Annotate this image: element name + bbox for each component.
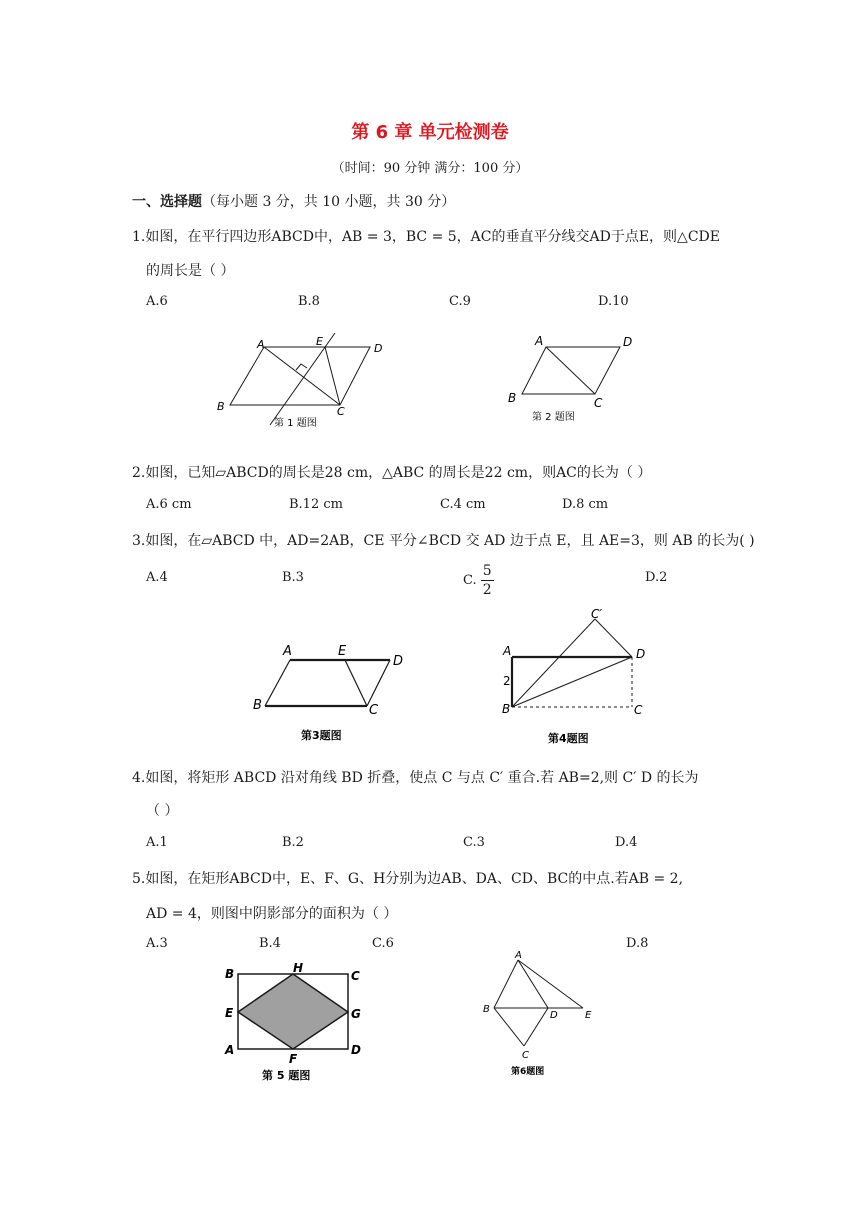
figure-3-label-b: B (253, 698, 262, 713)
question-5-option-d: D.8 (626, 936, 649, 951)
question-1-option-b: B.8 (298, 294, 320, 309)
figure-5-label-a: A (225, 1043, 235, 1057)
figure-1-label-b: B (217, 400, 225, 413)
figure-2-label-a: A (535, 334, 544, 348)
figure-6-label-b: B (483, 1004, 490, 1015)
figure-4-caption: 第4题图 (548, 732, 589, 745)
fraction-five-halves (481, 562, 494, 599)
question-5-line-1: 5.如图，在矩形ABCD中，E、F、G、H分别为边AB、DA、CD、BC的中点.若AB = 2, (132, 871, 684, 887)
question-4-line-1: 4.如图，将矩形 ABCD 沿对角线 BD 折叠，使点 C 与点 C′ 重合.若 AB=2,则 C′ D 的长为 (132, 770, 699, 786)
figure-2 (500, 330, 650, 430)
figure-6-caption: 第6题图 (511, 1067, 545, 1077)
figure-2-label-d: D (623, 335, 633, 349)
figure-6-label-c: C (522, 1050, 529, 1061)
figure-5-label-d: D (351, 1043, 361, 1057)
fraction-numerator: 5 (482, 563, 492, 579)
question-4-option-c: C.3 (463, 835, 485, 850)
question-2-option-a: A.6 cm (146, 497, 192, 512)
section-heading (132, 191, 455, 211)
figure-4-label-c-prime: C′ (591, 607, 603, 621)
question-5-option-c: C.6 (372, 936, 394, 951)
figure-4-label-c: C (634, 703, 643, 717)
question-2-line-1: 2.如图，已知▱ABCD的周长是28 cm，△ABC 的周长是22 cm，则AC的长为（ ） (132, 465, 652, 481)
figure-1-caption: 第 1 题图 (274, 418, 317, 429)
figure-5-label-h: H (293, 961, 304, 975)
figure-6 (478, 948, 608, 1078)
figure-1 (200, 328, 400, 433)
question-5-option-a: A.3 (146, 936, 168, 951)
question-1-option-c: C.9 (449, 294, 471, 309)
figure-5-label-c: C (351, 969, 360, 983)
page-title: 第 6 章 单元检测卷 (351, 122, 509, 143)
exam-info: （时间：90 分钟 满分：100 分） (331, 161, 529, 176)
figure-1-label-d: D (374, 342, 383, 355)
question-3-option-b: B.3 (282, 570, 304, 585)
question-1-option-a: A.6 (146, 294, 168, 309)
figure-3-caption: 第3题图 (301, 729, 342, 742)
figure-1-label-a: A (257, 338, 265, 351)
figure-1-label-c: C (337, 405, 345, 418)
figure-2-caption: 第 2 题图 (532, 412, 575, 423)
figure-4-label-d: D (636, 647, 646, 661)
figure-3-label-c: C (369, 703, 379, 718)
figure-1-label-e: E (316, 335, 323, 348)
figure-3-label-a: A (283, 644, 292, 659)
section-name: 一、选择题 (132, 194, 202, 210)
figure-5-label-f: F (289, 1052, 298, 1066)
figure-6-label-e: E (585, 1010, 592, 1021)
question-5-line-2: AD = 4，则图中阴影部分的面积为（ ） (146, 906, 398, 922)
question-1-option-d: D.10 (598, 294, 629, 309)
question-2-option-b: B.12 cm (289, 497, 343, 512)
question-1-line-1: 1.如图，在平行四边形ABCD中，AB = 3，BC = 5，AC的垂直平分线交AD于点E，则△CDE (132, 229, 720, 245)
figure-4-label-ab-length: 2 (503, 674, 511, 688)
question-4-option-b: B.2 (282, 835, 304, 850)
question-3-line-1: 3.如图，在▱ABCD 中，AD=2AB，CE 平分∠BCD 交 AD 边于点 E，且 AE=3，则 AB 的长为( ) (132, 533, 755, 549)
figure-5-label-g: G (351, 1007, 361, 1021)
figure-4 (495, 605, 660, 750)
figure-4-label-a: A (503, 644, 512, 658)
question-2-option-c: C.4 cm (440, 497, 486, 512)
figure-3 (245, 638, 420, 748)
question-5-option-b: B.4 (259, 936, 281, 951)
figure-5-caption: 第 5 题图 (262, 1069, 311, 1082)
figure-3-label-d: D (393, 654, 404, 669)
figure-2-label-c: C (594, 396, 603, 410)
figure-6-label-a: A (515, 950, 522, 961)
question-2-option-d: D.8 cm (562, 497, 609, 512)
figure-3-label-e: E (338, 644, 347, 659)
question-3-option-d: D.2 (645, 570, 668, 585)
figure-2-label-b: B (508, 391, 517, 405)
section-note: （每小题 3 分，共 10 小题，共 30 分） (202, 194, 456, 210)
figure-5 (220, 960, 380, 1085)
figure-4-label-b: B (502, 702, 511, 716)
figure-6-label-d: D (550, 1010, 558, 1021)
question-3-option-a: A.4 (146, 570, 168, 585)
figure-5-label-b: B (225, 967, 235, 981)
question-1-line-2: 的周长是（ ） (146, 263, 235, 279)
fraction-denominator: 2 (482, 582, 492, 598)
question-4-option-d: D.4 (615, 835, 638, 850)
question-3-option-c-letter: C. (463, 573, 477, 588)
question-4-option-a: A.1 (146, 835, 168, 850)
figure-5-label-e: E (225, 1006, 234, 1020)
question-3-option-c (463, 562, 494, 599)
question-4-line-2: （ ） (146, 803, 179, 819)
